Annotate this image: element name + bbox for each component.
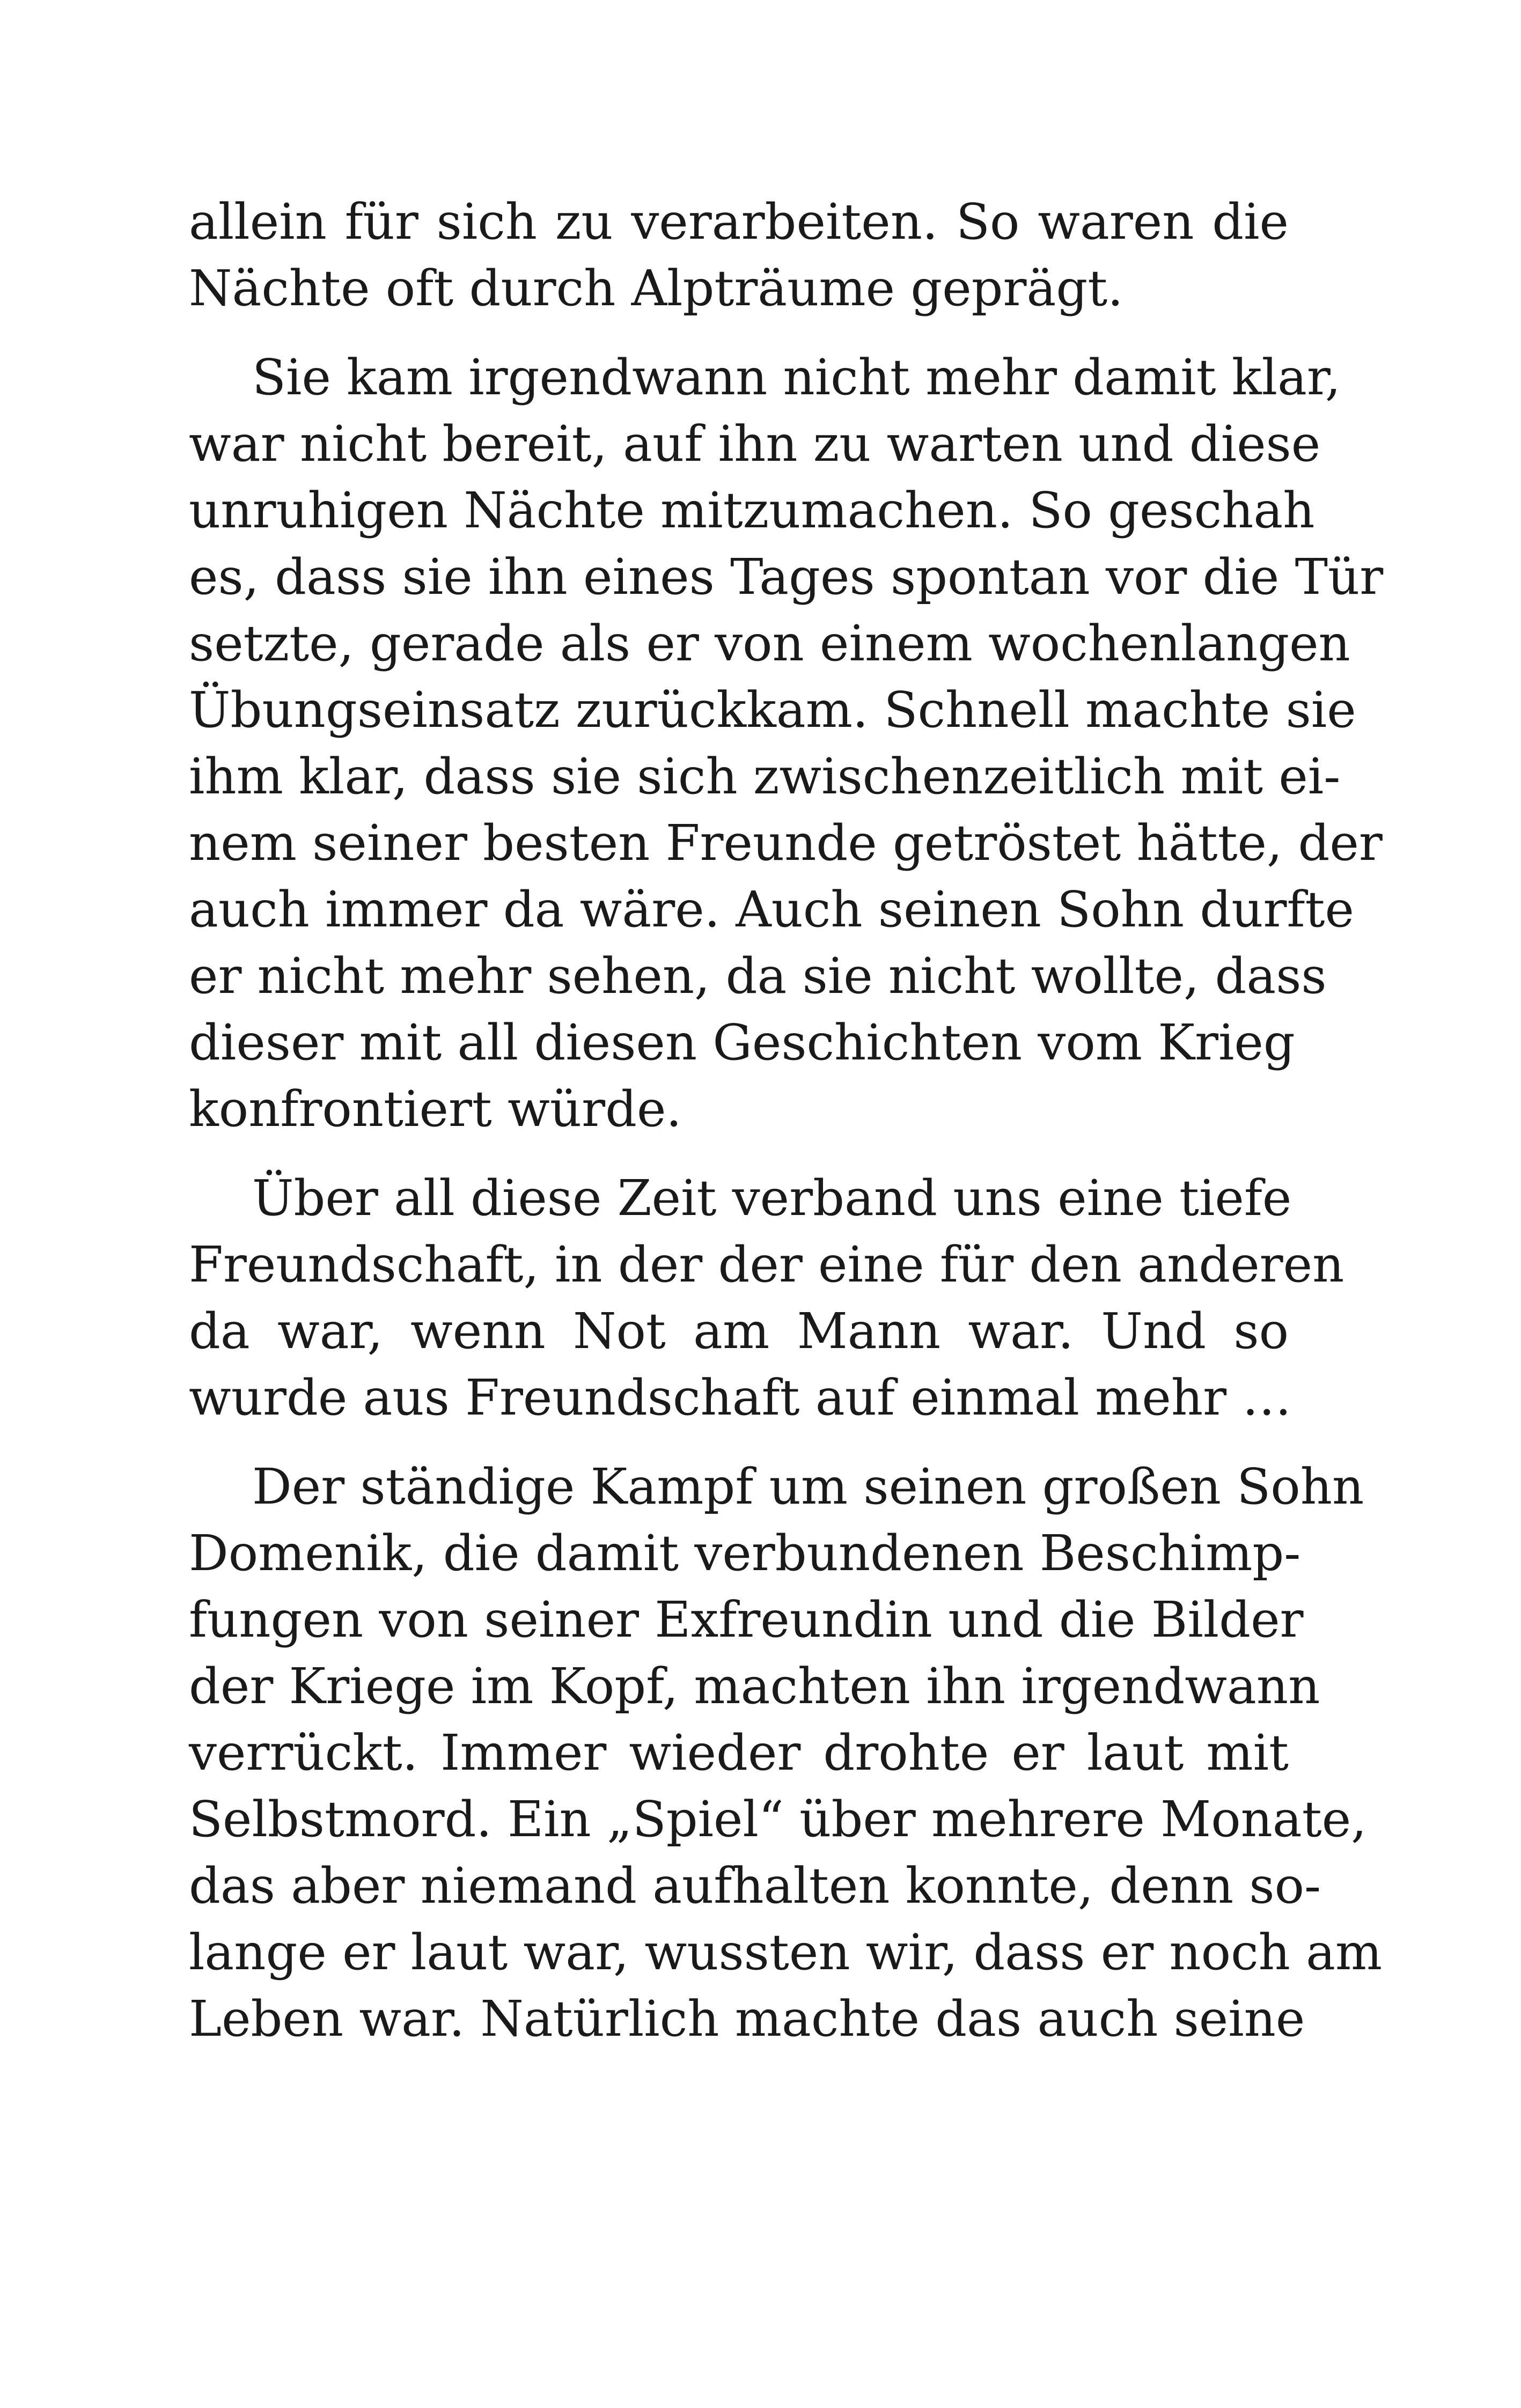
text-line: wurde aus Freundschaft auf einmal mehr …	[189, 1369, 1292, 1426]
text-line: Selbstmord. Ein „Spiel“ über mehrere Monate,	[189, 1791, 1367, 1848]
paragraph-1	[189, 189, 1289, 322]
text-line: fungen von seiner Exfreundin und die Bilder	[189, 1591, 1304, 1648]
text-line: unruhigen Nächte mitzumachen. So geschah	[189, 482, 1315, 539]
text-line: auch immer da wäre. Auch seinen Sohn durfte	[189, 881, 1354, 938]
paragraph-4	[189, 1454, 1383, 2052]
text-line: da war, wenn Not am Mann war. Und so	[189, 1302, 1289, 1360]
text-line: verrückt. Immer wieder drohte er laut mit	[189, 1724, 1289, 1781]
paragraph-2	[189, 344, 1384, 1143]
text-line: konfrontiert würde.	[189, 1080, 682, 1138]
text-line: Domenik, die damit verbundenen Beschimp-	[189, 1525, 1301, 1582]
text-line: Freundschaft, in der der eine für den anderen	[189, 1236, 1344, 1293]
text-line: er nicht mehr sehen, da sie nicht wollte, dass	[189, 947, 1327, 1005]
paragraph-3	[189, 1165, 1344, 1431]
text-line: setzte, gerade als er von einem wochenlangen	[189, 615, 1350, 672]
text-line: dieser mit all diesen Geschichten vom Krieg	[189, 1014, 1295, 1071]
body-text	[189, 189, 1384, 2075]
text-line: allein für sich zu verarbeiten. So waren die	[189, 193, 1289, 251]
text-line: lange er laut war, wussten wir, dass er noch am	[189, 1924, 1383, 1981]
text-line: ihm klar, dass sie sich zwischenzeitlich mit ei-	[189, 748, 1341, 805]
text-line: Nächte oft durch Alpträume geprägt.	[189, 260, 1123, 317]
text-line: Leben war. Natürlich machte das auch seine	[189, 1990, 1305, 2048]
text-line: es, dass sie ihn eines Tages spontan vor die Tür	[189, 548, 1384, 606]
text-line: Übungseinsatz zurückkam. Schnell machte sie	[189, 681, 1356, 739]
text-line: der Kriege im Kopf, machten ihn irgendwann	[189, 1658, 1320, 1715]
text-line: Sie kam irgendwann nicht mehr damit klar,	[252, 349, 1341, 406]
text-line: Der ständige Kampf um seinen großen Sohn	[252, 1458, 1364, 1515]
text-line: nem seiner besten Freunde getröstet hätte, der	[189, 814, 1383, 872]
text-line: das aber niemand aufhalten konnte, denn so-	[189, 1857, 1321, 1914]
text-line: war nicht bereit, auf ihn zu warten und diese	[189, 415, 1321, 473]
text-line: Über all diese Zeit verband uns eine tiefe	[252, 1169, 1292, 1227]
